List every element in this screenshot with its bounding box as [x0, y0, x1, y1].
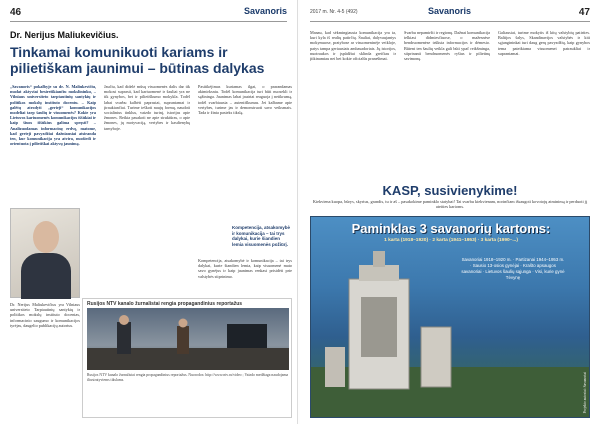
kasp-lead: Kiekviena kuopa, būrys, skyrius, grandis, tu ir aš – pasakokime paminklo statybai! Tai svarbu kiekvienam, norinčiam išsaugoti kovotojų atminimą ir perduoti jį ateities kartoms. [312, 199, 588, 210]
article-column-3: Pasitikėjimas kuriamas ilgai, o prarandamas akimirksniu. Todėl komunikacija turi būti nuosekli ir sąžininga. Jaunimas labai jautriai reaguoja į netikrumą, todėl svarbiausia – autentiškumas. Jei kalbame apie vertybes, turime jas ir demonstruoti savo veiksmais. Tada ir žinia pasieks tikslą. [198, 84, 292, 116]
author-photo-head [33, 221, 59, 253]
left-page [0, 0, 298, 424]
video-screenshot [82, 298, 292, 418]
article-column-3b: Kompetencija, atsakomybė ir komunikacija – tai trys dalykai, kurie šiandien lemia, kaip visuomenė mato savo gynėjus ir kaip jaunimas renkasi prisidėti prie valstybės stiprinimo. [198, 258, 292, 279]
article-column-6: Galiausiai, turime mokytis iš kitų valstybių patirties. Baltijos šalys, Skandinavijos valstybės ir kiti sąjungininkai turi daug gerų pavyzdžių, kaip gynybos tema pateikiama visuomenei patraukliai ir suprantamai. [498, 30, 590, 56]
page-header [10, 6, 287, 22]
video-frame [87, 308, 289, 370]
author-bio: Dr. Nerijus Maliukevičius yra Vilniaus universiteto Tarptautinių santykių ir politikos mokslų instituto docentas, informacinio saugumo ir komunikacijos tyrėjas, daugelio publikacijų autorius. [10, 302, 80, 328]
issue-info: 2017 m. Nr. 4-5 (492) [310, 9, 358, 15]
author-photo [10, 208, 80, 298]
video-frame-scene [87, 308, 289, 370]
poster-title: Paminklas 3 savanorių kartoms: [351, 221, 551, 236]
video-caption: Rusijos NTV kanalo žurnalistai rengia propagandinius reportažus. Nuorodos: http://www.ntv.ru/video ; Vaizdo medžiaga naudojama iliustratyviems tikslams. [87, 373, 289, 382]
page-number: 46 [10, 7, 22, 18]
article-column-2: Jaučiu, kad didelė mūsų visuomenės dalis dar tik mokosi suprasti, kad kariuomenė ir šauliai yra ne tik gynybos, bet ir pilietiškumo mokykla. Todėl labai svarbu kalbėti paprastai, suprantamai ir įtraukiančiai. Turime ieškoti naujų formų, naudoti socialinius tinklus, vaizdo turinį, istorijas apie žmones. Reikia pasakoti ne apie struktūras, o apie žmones, jų motyvaciją, vertybes ir kasdienybę tarnyboje. [104, 84, 190, 131]
poster-credit: Projekto autoriai: Savanoriai [583, 371, 587, 413]
pull-quote: Kompetencija, atsakomybė ir komunikacija – tai trys dalykai, kurie šiandien lemia visuomenės požiūrį. [232, 225, 291, 247]
brand-logo: Savanoris [243, 6, 287, 16]
page-number: 47 [578, 7, 590, 18]
article-column-4: Manau, kad sėkmingiausia komunikacija yra ta, kuri kyla iš realių patirčių. Šauliai, dalyvaujantys mokymuose, pratybose ar visuomeninėje veikloje, patys tampa geriausiais ambasadoriais. Jų istorijos, nuotraukos ir įspūdžiai sklinda greičiau ir įtikinamiau nei bet kokie oficialūs pranešimai. [310, 30, 396, 62]
right-page [300, 0, 600, 424]
monument-poster [310, 216, 590, 418]
article-intro: „Savanoris“ pokalbyje su dr. N. Maliukevičiu, nuolat aktyviai besireiškiančiu mokslininku, – Vilniaus universiteto tarptautinių santykių ir politikos mokslų instituto docentu. – Kaip galėtų atrodyti „gerieji“ komunikacijos modeliai tarp šaulių ir visuomenės? Kokie yra Lietuvos kariuomenės komunikacijos iššūkiai ir kaip šiuos iššūkius galima spręsti? – Analizuodamas informacinę erdvę, matome, kad gerieji pavyzdžiai dažniausiai atsiranda ten, kur komunikacija yra atvira, nuoširdi ir orientuota į pilietiškai aktyvų jaunimą. [10, 84, 96, 147]
article-headline: Tinkamai komunikuoti kariams ir pilietiškam jaunimui – būtinas dalykas [10, 44, 265, 76]
article-column-5: Svarbu nepamiršti ir regionų. Dažnai komunikacija telkiasi didmiesčiuose, o mažesnėse bendruomenėse trūksta informacijos ir dėmesio. Būtent ten šaulių veikla gali būti ypač reikšminga, stiprinanti bendruomenės ryšius ir pilietinę savimonę. [404, 30, 490, 62]
video-title: Rusijos NTV kanalo žurnalistai rengia propagandinius reportažus [87, 301, 243, 307]
monument-illustration [311, 217, 590, 418]
poster-subtitle: 1 karta (1918–1920) · 2 karta (1941–1953) · 3 karta (1990–...) [384, 238, 518, 243]
author-photo-body [21, 253, 71, 299]
poster-list: Savanoriai 1918–1920 m. · Partizanai 1944–1953 m. · Sausio 13-osios gynėjai · Krašto apsaugos savanoriai · Lietuvos šaulių sąjunga · Visi, kurie gynė Tėvynę [461, 257, 565, 280]
brand-logo: Savanoris [428, 6, 472, 16]
kasp-headline: KASP, susivienykime! [382, 183, 518, 198]
author-byline: Dr. Nerijus Maliukevičius. [10, 30, 119, 40]
page-header [310, 6, 590, 22]
